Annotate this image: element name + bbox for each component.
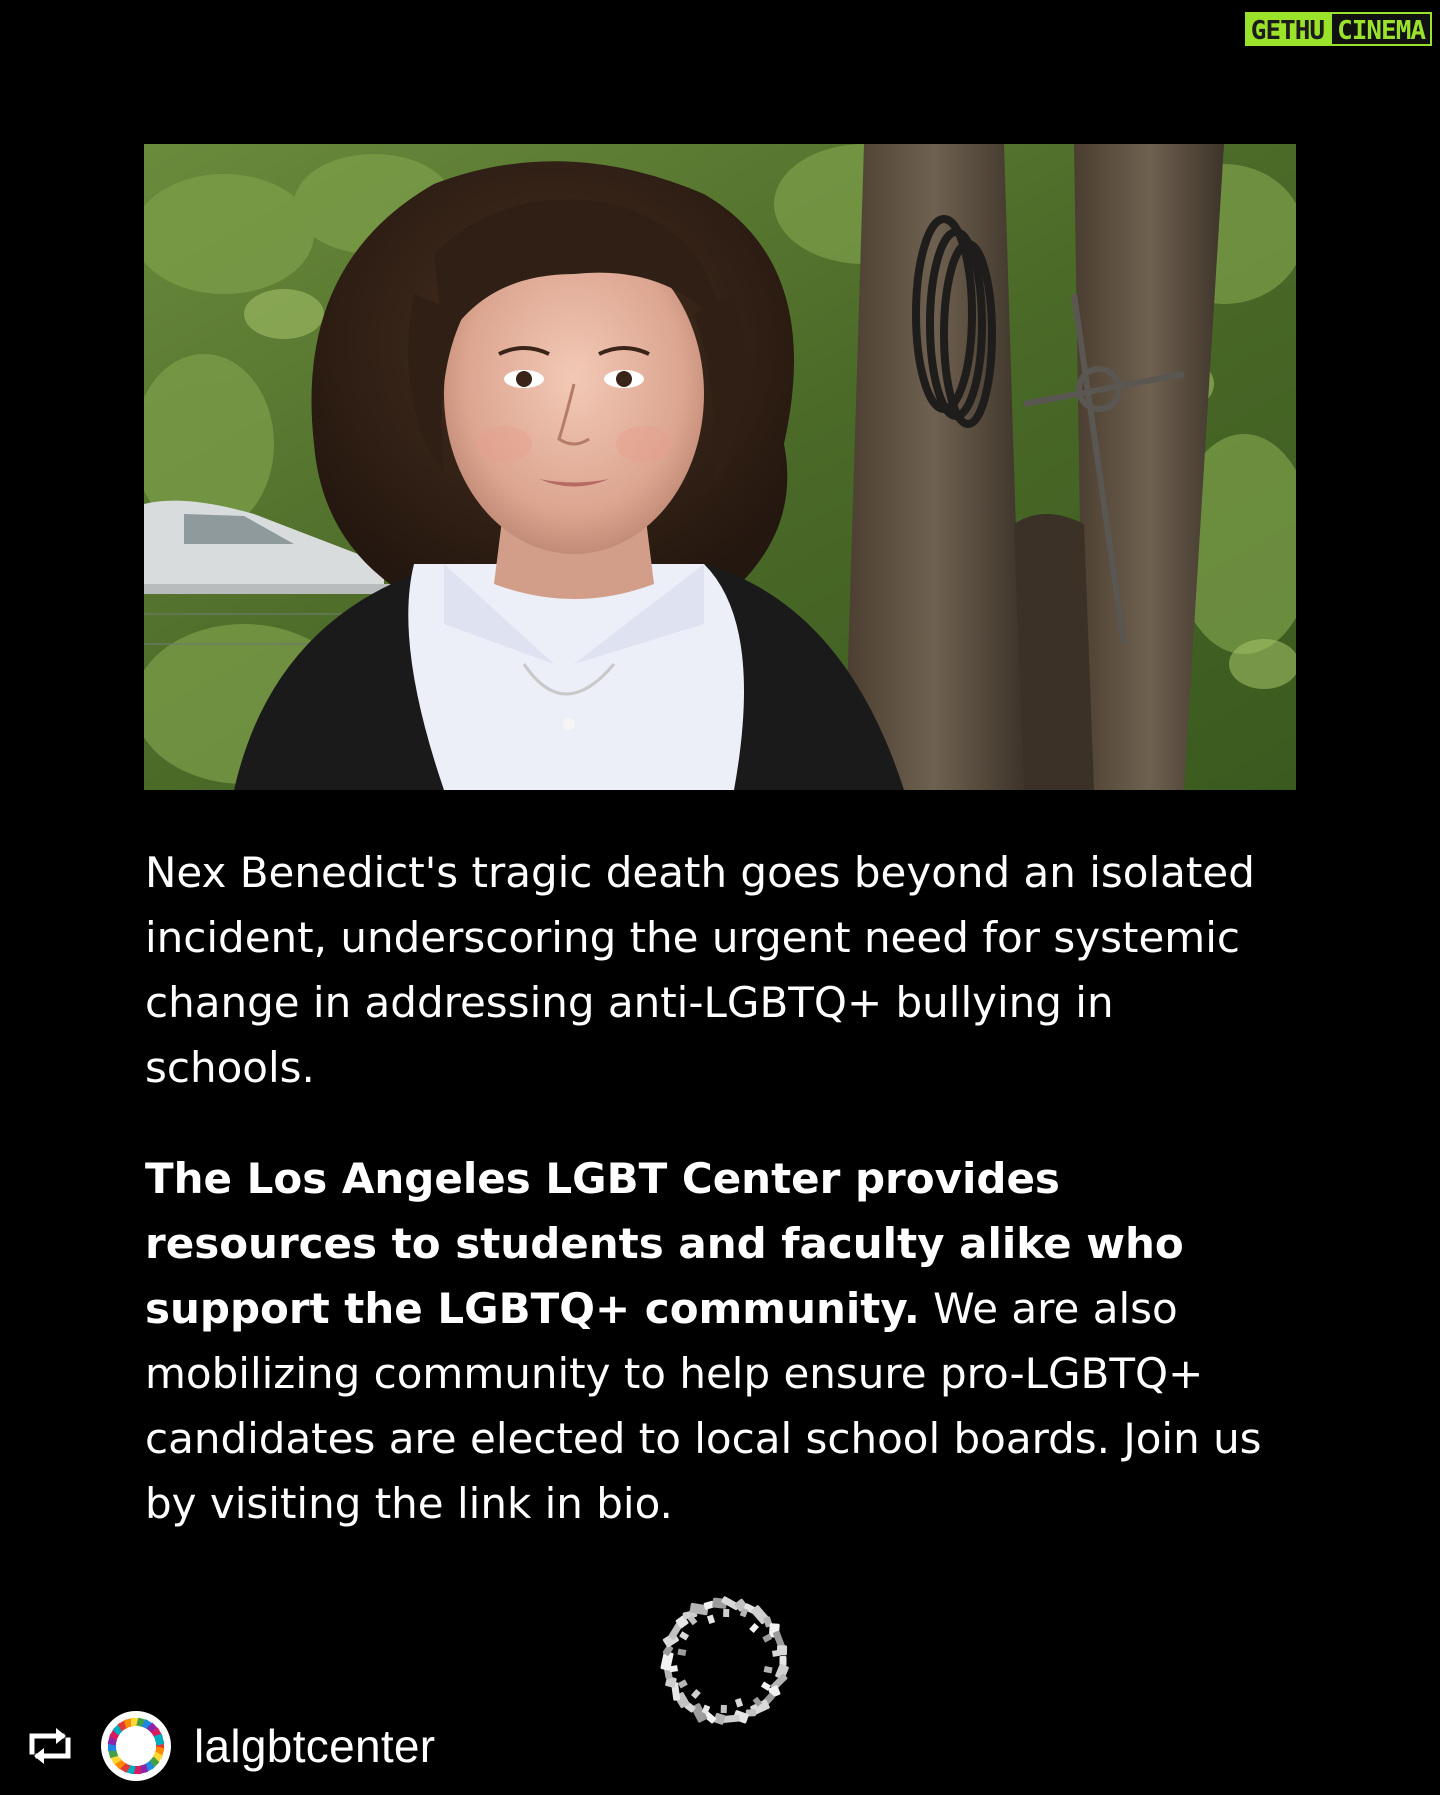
logo-fragment [669, 1665, 678, 1672]
repost-username[interactable]: lalgbtcenter [194, 1720, 436, 1772]
lgbt-center-circle-logo [640, 1576, 810, 1746]
caption-paragraph-2 [145, 1146, 1295, 1536]
gethucinema-watermark [1245, 12, 1432, 46]
caption-paragraph-2-bold: The Los Angeles LGBT Center provides resources to students and faculty alike who support the LGBTQ+ community. [145, 1154, 1184, 1333]
watermark-right-text: CINEMA [1330, 12, 1432, 46]
post-caption [145, 840, 1295, 1536]
logo-fragment [707, 1615, 715, 1624]
caption-paragraph-2-rest: We are also mobilizing community to help ensure pro-LGBTQ+ candidates are elected to local school boards. Join us by visiting the link in bio. [145, 1284, 1262, 1528]
logo-fragment [749, 1623, 759, 1633]
rainbow-circle-avatar[interactable] [100, 1710, 172, 1782]
repost-attribution[interactable] [22, 1706, 435, 1786]
logo-fragment [679, 1631, 689, 1640]
portrait-photo [144, 144, 1296, 790]
logo-fragment [735, 1698, 743, 1707]
watermark-left-text: GETHU [1245, 12, 1330, 46]
logo-fragment [723, 1609, 729, 1617]
caption-paragraph-1: Nex Benedict's tragic death goes beyond an isolated incident, underscoring the urgent need for systemic change in addressing anti-LGBTQ+ bullying in schools. [145, 848, 1255, 1092]
logo-fragment [772, 1650, 781, 1657]
logo-fragment [678, 1679, 688, 1688]
logo-fragment [764, 1666, 773, 1673]
repost-icon [22, 1718, 78, 1774]
logo-fragment [691, 1689, 701, 1699]
logo-fragment [677, 1649, 686, 1656]
logo-fragment [721, 1705, 727, 1713]
